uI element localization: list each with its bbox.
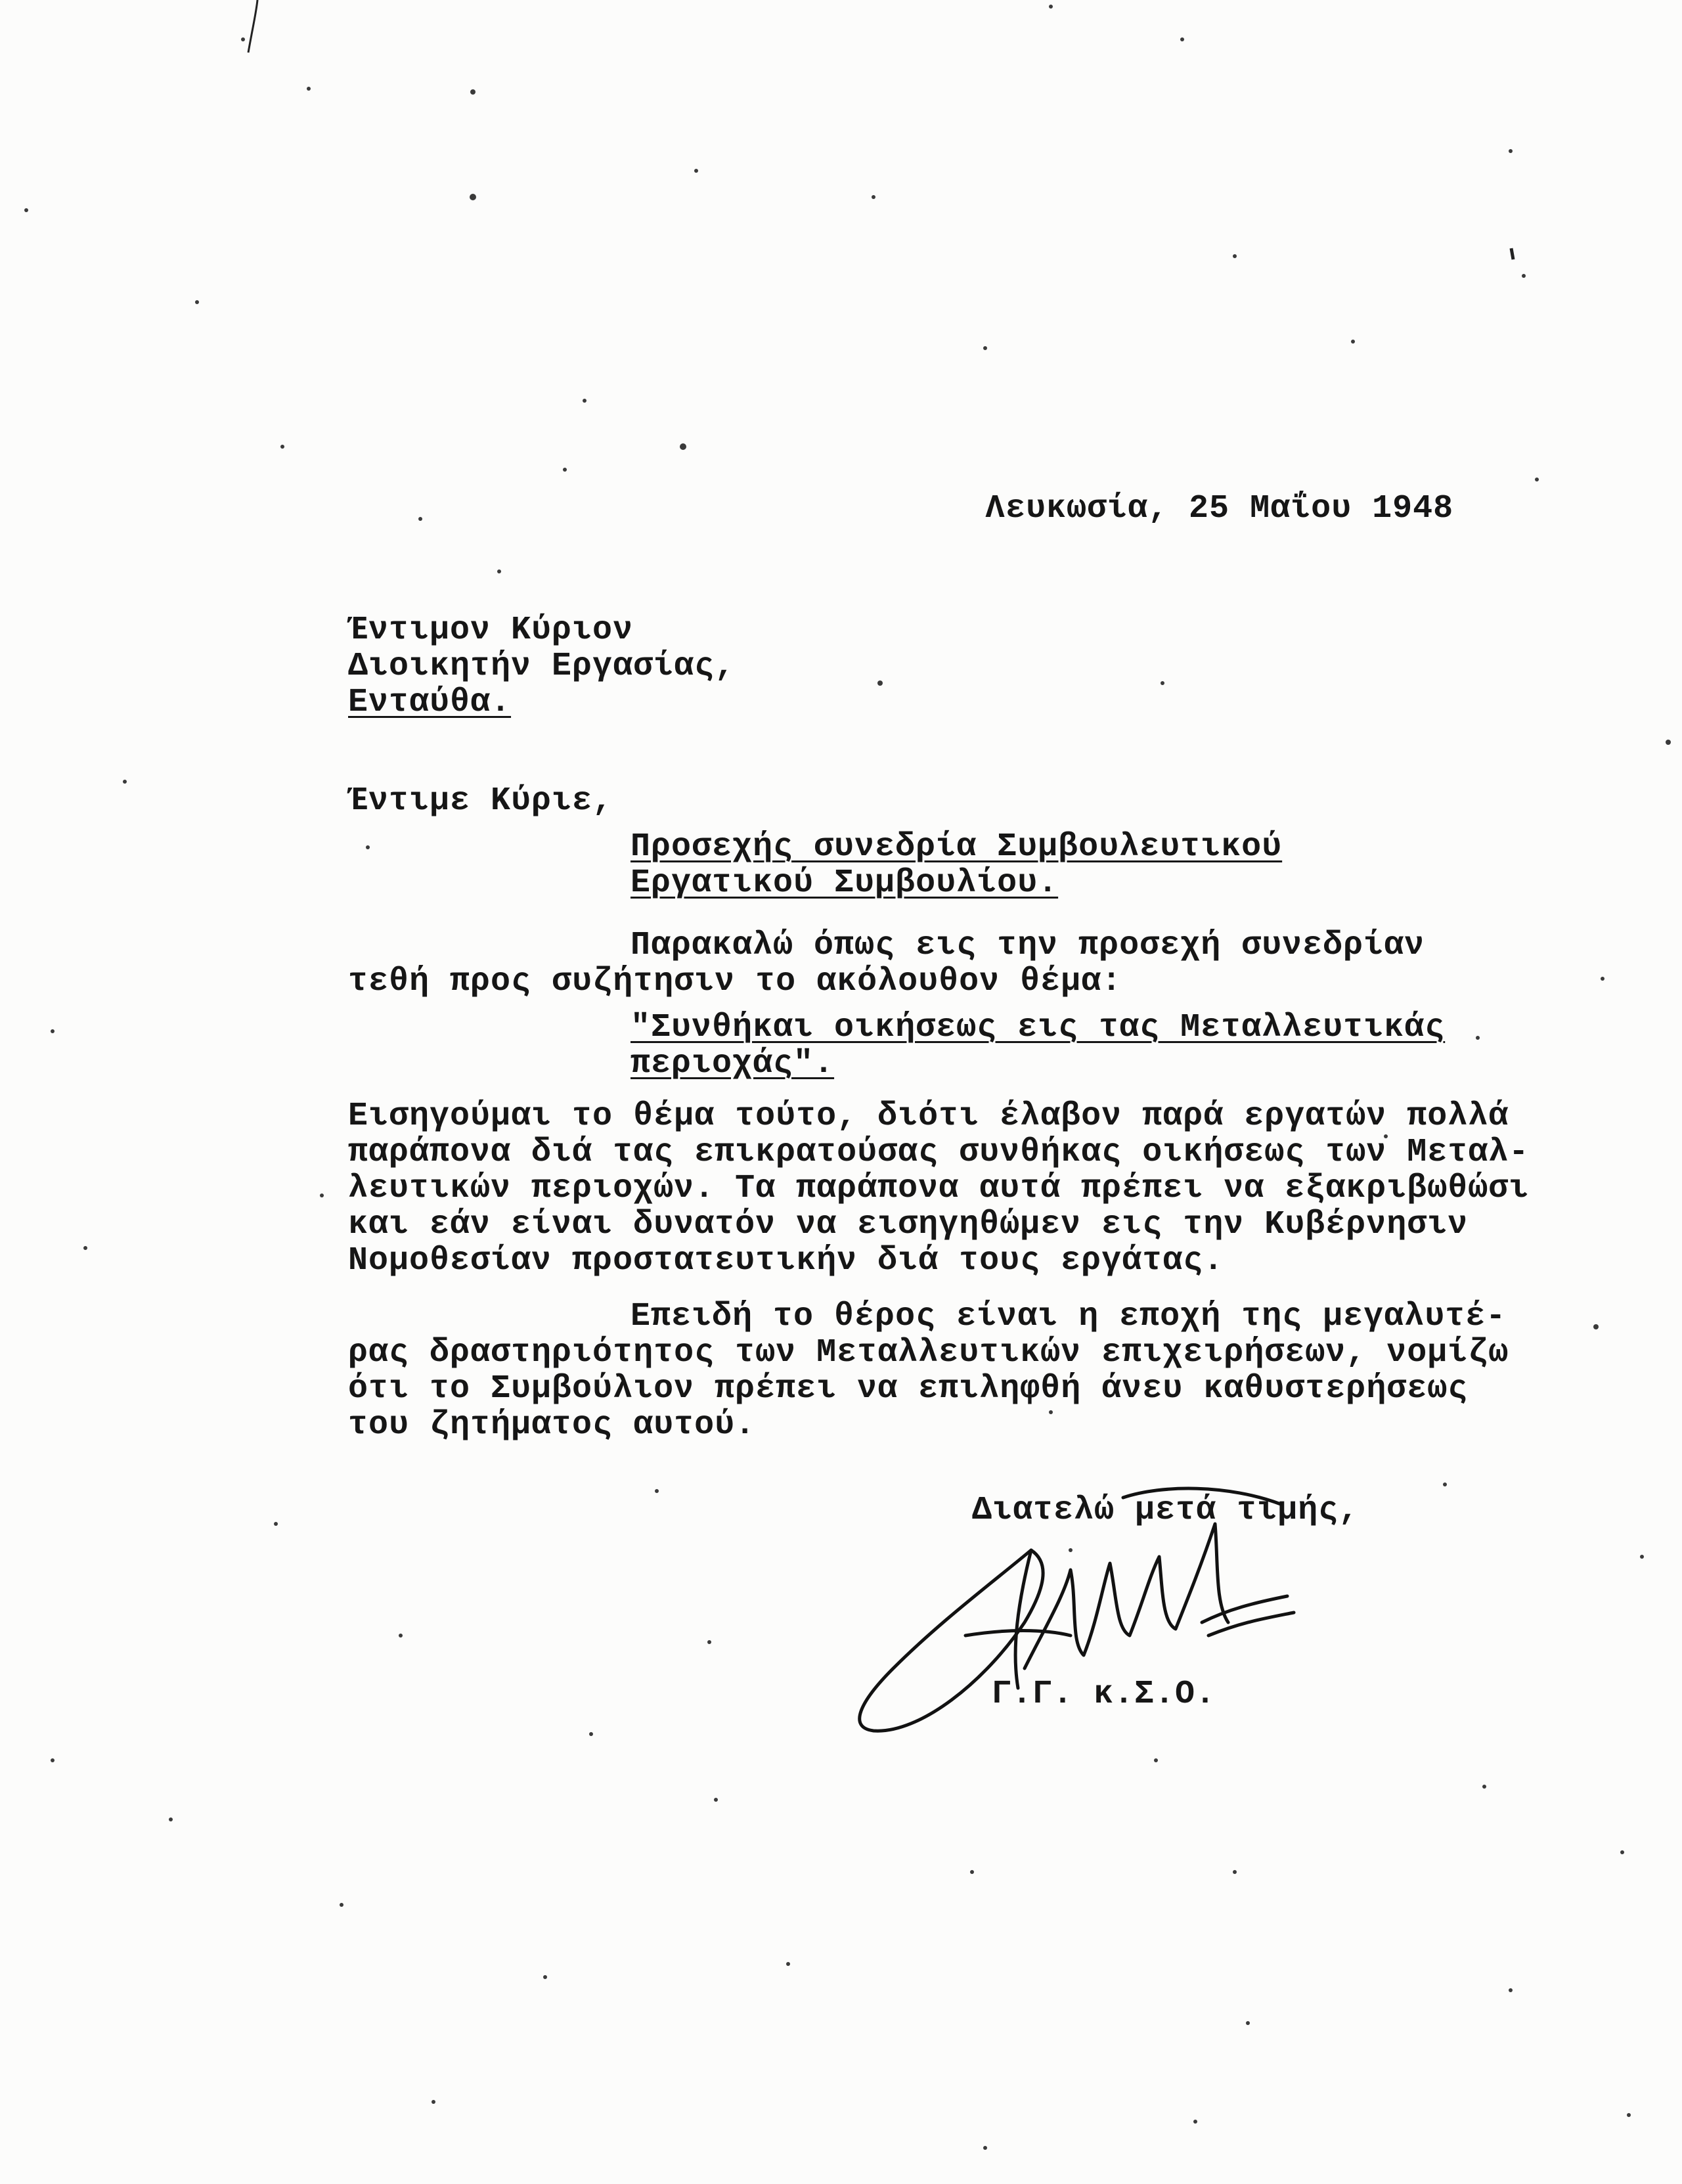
body-line: ότι το Συμβούλιον πρέπει να επιληφθή άνευ καθυστερήσεως	[348, 1370, 1469, 1408]
subject-line: Προσεχής συνεδρία Συμβουλευτικού	[631, 828, 1283, 866]
body-line: και εάν είναι δυνατόν να εισηγηθώμεν εις την Κυβέρνησιν	[348, 1206, 1469, 1243]
salutation: Έντιμε Κύριε,	[348, 782, 613, 820]
addressee-line: Ενταύθα.	[348, 684, 512, 721]
body-line: λευτικών περιοχών. Τα παράπονα αυτά πρέπει να εξακριβωθώσι	[348, 1170, 1530, 1207]
topic-line: περιοχάς".	[631, 1045, 835, 1082]
request-line: Παρακαλώ όπως εις την προσεχή συνεδρίαν	[631, 927, 1425, 964]
body-line: του ζητήματος αυτού.	[348, 1406, 756, 1444]
body-line: Επειδή το θέρος είναι η εποχή της μεγαλυτέ-	[631, 1298, 1507, 1335]
body-line: παράπονα διά τας επικρατούσας συνθήκας οικήσεως των Μεταλ-	[348, 1134, 1530, 1171]
addressee-line: Διοικητήν Εργασίας,	[348, 648, 736, 685]
body-line: ρας δραστηριότητος των Μεταλλευτικών επιχειρήσεων, νομίζω	[348, 1334, 1509, 1371]
subject-line: Εργατικού Συμβουλίου.	[631, 864, 1059, 902]
place-date: Λευκωσία, 25 Μαΐου 1948	[985, 490, 1454, 527]
addressee-line: Έντιμον Κύριον	[348, 612, 634, 649]
body-line: Εισηγούμαι το θέμα τούτο, διότι έλαβον παρά εργατών πολλά	[348, 1098, 1509, 1135]
closing: Διατελώ μετά τιμής,	[972, 1492, 1360, 1529]
signature-initials: Γ.Γ. κ.Σ.Ο.	[992, 1676, 1216, 1713]
body-line: Νομοθεσίαν προστατευτικήν διά τους εργάτας.	[348, 1242, 1224, 1280]
topic-line: "Συνθήκαι οικήσεως εις τας Μεταλλευτικάς	[631, 1009, 1446, 1046]
request-line: τεθή προς συζήτησιν το ακόλουθον θέμα:	[348, 963, 1122, 1000]
